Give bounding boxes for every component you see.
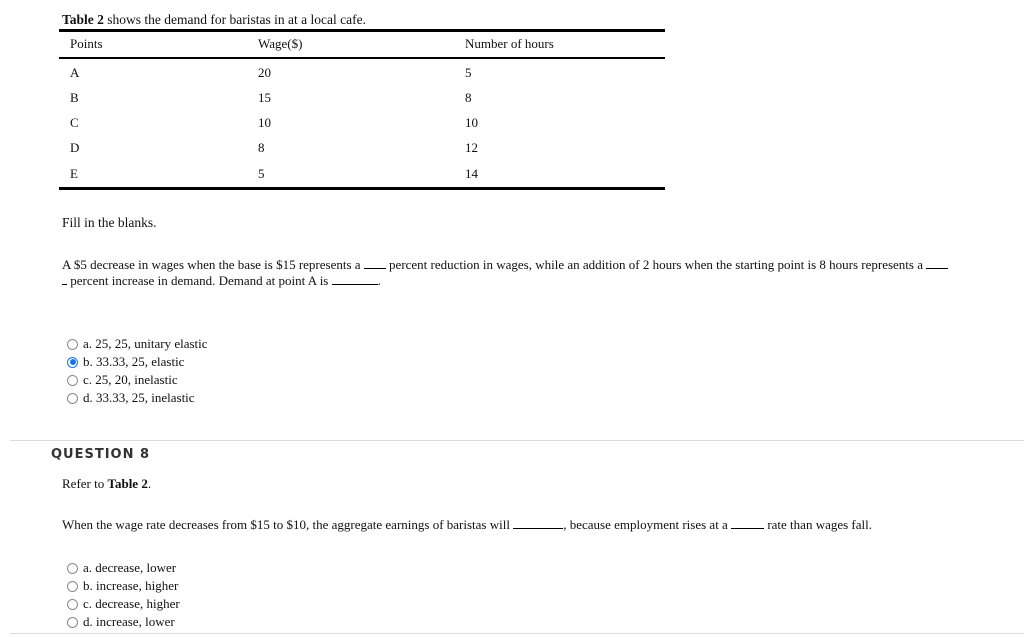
radio-button[interactable]	[67, 393, 78, 404]
q8-refer-suffix: .	[147, 476, 152, 491]
bottom-divider	[10, 633, 1024, 634]
q8-text-part1: When the wage rate decreases from $15 to $10, the aggregate earnings of baristas will	[62, 517, 514, 532]
q7-text-part4: .	[377, 273, 381, 288]
q7-option-label: d. 33.33, 25, inelastic	[83, 390, 195, 405]
q7-option-b[interactable]	[67, 353, 184, 371]
question-8-heading: QUESTION 8	[51, 447, 151, 462]
radio-button[interactable]	[67, 375, 78, 386]
q8-option-c[interactable]	[67, 595, 180, 613]
q7-option-d[interactable]	[67, 389, 195, 407]
q8-option-a[interactable]	[67, 559, 176, 577]
table-cell-point: C	[70, 115, 79, 130]
q7-option-label: c. 25, 20, inelastic	[83, 372, 178, 387]
q7-blank-1	[364, 257, 386, 269]
q8-option-d[interactable]	[67, 613, 175, 631]
q8-question-text	[62, 517, 872, 533]
table-cell-wage: 20	[258, 65, 271, 80]
table-caption-text: shows the demand for baristas in at a local cafe.	[103, 12, 366, 27]
radio-button[interactable]	[67, 599, 78, 610]
q7-text-part1: A $5 decrease in wages when the base is $15 represents a	[62, 257, 364, 272]
q8-blank-2	[731, 517, 764, 529]
q7-option-label: a. 25, 25, unitary elastic	[83, 336, 208, 351]
q7-question-text	[62, 257, 1024, 289]
q8-text-part3: rate than wages fall.	[764, 517, 873, 532]
table-header-wage: Wage($)	[258, 36, 303, 51]
q7-option-c[interactable]	[67, 371, 178, 389]
q8-option-label: b. increase, higher	[83, 578, 179, 593]
table-cell-hours: 14	[465, 166, 478, 181]
table-cell-hours: 8	[465, 90, 472, 105]
radio-button[interactable]	[67, 617, 78, 628]
table-cell-hours: 12	[465, 140, 478, 155]
table-cell-wage: 5	[258, 166, 265, 181]
q8-refer-table: Table 2	[107, 476, 148, 491]
table-cell-point: B	[70, 90, 79, 105]
radio-button-selected[interactable]	[67, 357, 78, 368]
q7-instruction: Fill in the blanks.	[62, 215, 157, 230]
q8-refer-text	[62, 476, 151, 492]
table-cell-wage: 15	[258, 90, 271, 105]
q7-option-label: b. 33.33, 25, elastic	[83, 354, 185, 369]
q8-blank-1	[513, 517, 563, 529]
table-cell-point: D	[70, 140, 80, 155]
table-cell-point: E	[70, 166, 78, 181]
table-cell-hours: 5	[465, 65, 472, 80]
q8-refer-prefix: Refer to	[62, 476, 108, 491]
q7-blank-2	[926, 257, 948, 269]
q8-text-part2: , because employment rises at a	[563, 517, 732, 532]
question-divider	[10, 440, 1024, 441]
table-caption-bold: Table 2	[62, 12, 104, 27]
table-header-hours: Number of hours	[465, 36, 554, 51]
table-header-rule	[59, 57, 665, 59]
q7-blank-3	[332, 273, 378, 285]
q8-option-label: a. decrease, lower	[83, 560, 177, 575]
radio-button[interactable]	[67, 581, 78, 592]
table-top-rule	[59, 29, 665, 32]
q7-text-part2: percent reduction in wages, while an addition of 2 hours when the starting point is 8 hours represents a	[385, 257, 927, 272]
table-cell-hours: 10	[465, 115, 478, 130]
table-cell-wage: 10	[258, 115, 271, 130]
q8-option-label: c. decrease, higher	[83, 596, 180, 611]
radio-button[interactable]	[67, 563, 78, 574]
table-cell-wage: 8	[258, 140, 265, 155]
table-cell-point: A	[70, 65, 80, 80]
table-header-points: Points	[70, 36, 103, 51]
table-caption	[62, 12, 366, 28]
q7-text-part3: percent increase in demand. Demand at point A is	[67, 273, 332, 288]
q8-option-label: d. increase, lower	[83, 614, 175, 629]
radio-button[interactable]	[67, 339, 78, 350]
q8-option-b[interactable]	[67, 577, 178, 595]
table-bottom-rule	[59, 187, 665, 190]
q7-option-a[interactable]	[67, 335, 208, 353]
